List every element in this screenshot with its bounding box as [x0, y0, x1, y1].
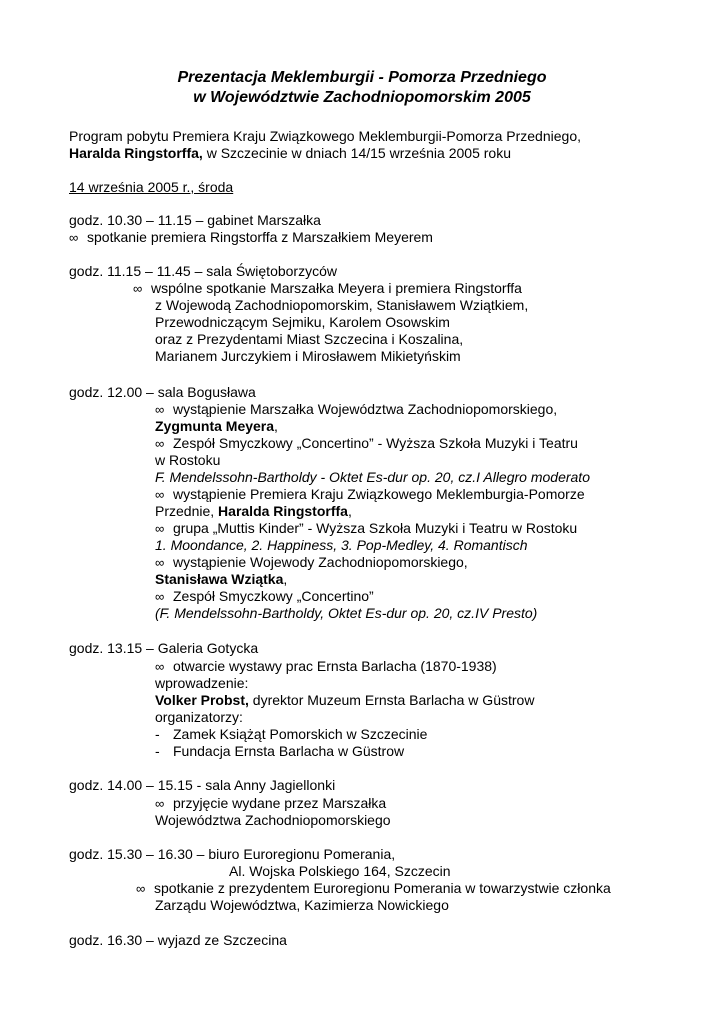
s3-bullet-6: ∞ Zespół Smyczkowy „Concertino”: [155, 588, 374, 604]
s1-bullet-1: ∞ spotkanie premiera Ringstorffa z Marszałkiem Meyerem: [69, 229, 433, 245]
s5-bullet-1-cont: Województwa Zachodniopomorskiego: [155, 812, 391, 828]
s6-address: Al. Wojska Polskiego 164, Szczecin: [229, 863, 451, 879]
s2-line-4: oraz z Prezydentami Miast Szczecina i Koszalina,: [155, 331, 464, 347]
s2-line-3: Przewodniczącym Sejmiku, Karolem Osowskim: [155, 314, 450, 330]
infinity-bullet-icon: ∞: [136, 881, 146, 896]
s3-bullet-3: ∞ wystąpienie Premiera Kraju Związkowego Meklemburgia-Pomorze: [155, 486, 585, 502]
s7-time: godz. 16.30 – wyjazd ze Szczecina: [69, 932, 287, 948]
s3-bullet-4: ∞ grupa „Muttis Kinder” - Wyższa Szkoła Muzyki i Teatru w Rostoku: [155, 520, 578, 536]
s3-bullet-1: ∞ wystąpienie Marszałka Województwa Zachodniopomorskiego,: [155, 401, 558, 417]
dash-bullet: -: [155, 726, 160, 742]
s2-line-5: Marianem Jurczykiem i Mirosławem Mikietyńskim: [155, 348, 461, 364]
s4-org-2: - Fundacja Ernsta Barlacha w Güstrow: [155, 743, 405, 759]
date-heading: 14 września 2005 r., środa: [69, 179, 234, 195]
s3-bullet-6-piece: (F. Mendelssohn-Bartholdy, Oktet Es-dur op. 20, cz.IV Presto): [155, 605, 538, 621]
s2-line-2: z Wojewodą Zachodniopomorskim, Stanisławem Wziątkiem,: [155, 297, 529, 313]
intro-line-2-rest: w Szczecinie w dniach 14/15 września 2005 roku: [202, 145, 511, 161]
premier-name: Haralda Ringstorffa,: [69, 145, 203, 161]
s4-speaker: Volker Probst, dyrektor Muzeum Ernsta Barlacha w Güstrow: [155, 692, 535, 708]
s4-org-1: - Zamek Książąt Pomorskich w Szczecinie: [155, 726, 428, 742]
s3-time: godz. 12.00 – sala Bogusława: [69, 384, 256, 400]
infinity-bullet-icon: ∞: [155, 589, 165, 604]
intro-line-2: [69, 145, 511, 162]
s5-time: godz. 14.00 – 15.15 - sala Anny Jagiellonki: [69, 777, 336, 793]
s3-bullet-5-name: Stanisława Wziątka,: [155, 571, 288, 587]
infinity-bullet-icon: ∞: [69, 230, 79, 245]
infinity-bullet-icon: ∞: [155, 555, 165, 570]
s6-bullet-1-cont: Zarządu Województwa, Kazimierza Nowickiego: [155, 897, 449, 913]
s3-bullet-2: ∞ Zespół Smyczkowy „Concertino” - Wyższa Szkoła Muzyki i Teatru: [155, 435, 578, 451]
infinity-bullet-icon: ∞: [155, 487, 165, 502]
dash-bullet: -: [155, 743, 160, 759]
s1-time: godz. 10.30 – 11.15 – gabinet Marszałka: [69, 212, 321, 228]
s4-bullet-1: ∞ otwarcie wystawy prac Ernsta Barlacha (1870-1938): [155, 658, 497, 674]
infinity-bullet-icon: ∞: [155, 402, 165, 417]
s2-bullet-1: ∞ wspólne spotkanie Marszałka Meyera i premiera Ringstorffa: [133, 280, 522, 296]
infinity-bullet-icon: ∞: [155, 521, 165, 536]
s6-time: godz. 15.30 – 16.30 – biuro Euroregionu Pomerania,: [69, 846, 396, 862]
s2-time: godz. 11.15 – 11.45 – sala Świętoborzyców: [69, 263, 337, 279]
infinity-bullet-icon: ∞: [155, 659, 165, 674]
infinity-bullet-icon: ∞: [155, 436, 165, 451]
document-title-line-2: w Województwie Zachodniopomorskim 2005: [193, 89, 531, 106]
s3-bullet-4-pieces: 1. Moondance, 2. Happiness, 3. Pop-Medley, 4. Romantisch: [155, 537, 528, 553]
s3-bullet-1-name: Zygmunta Meyera,: [155, 418, 278, 434]
document-title-line-1: Prezentacja Meklemburgii - Pomorza Przedniego: [177, 69, 547, 86]
infinity-bullet-icon: ∞: [133, 281, 143, 296]
s4-intro-label: wprowadzenie:: [155, 675, 249, 691]
s6-bullet-1: ∞ spotkanie z prezydentem Euroregionu Pomerania w towarzystwie członka: [136, 880, 611, 896]
s4-org-label: organizatorzy:: [155, 709, 243, 725]
s3-bullet-2-piece: F. Mendelssohn-Bartholdy - Oktet Es-dur op. 20, cz.I Allegro moderato: [155, 469, 590, 485]
s3-bullet-5: ∞ wystąpienie Wojewody Zachodniopomorskiego,: [155, 554, 468, 570]
infinity-bullet-icon: ∞: [155, 796, 165, 811]
s3-bullet-2-cont: w Rostoku: [155, 452, 221, 468]
s3-bullet-3-cont: Przednie, Haralda Ringstorffa,: [155, 503, 352, 519]
intro-line-1: Program pobytu Premiera Kraju Związkowego Meklemburgii-Pomorza Przedniego,: [69, 128, 581, 144]
s4-time: godz. 13.15 – Galeria Gotycka: [69, 640, 259, 656]
s5-bullet-1: ∞ przyjęcie wydane przez Marszałka: [155, 795, 387, 811]
